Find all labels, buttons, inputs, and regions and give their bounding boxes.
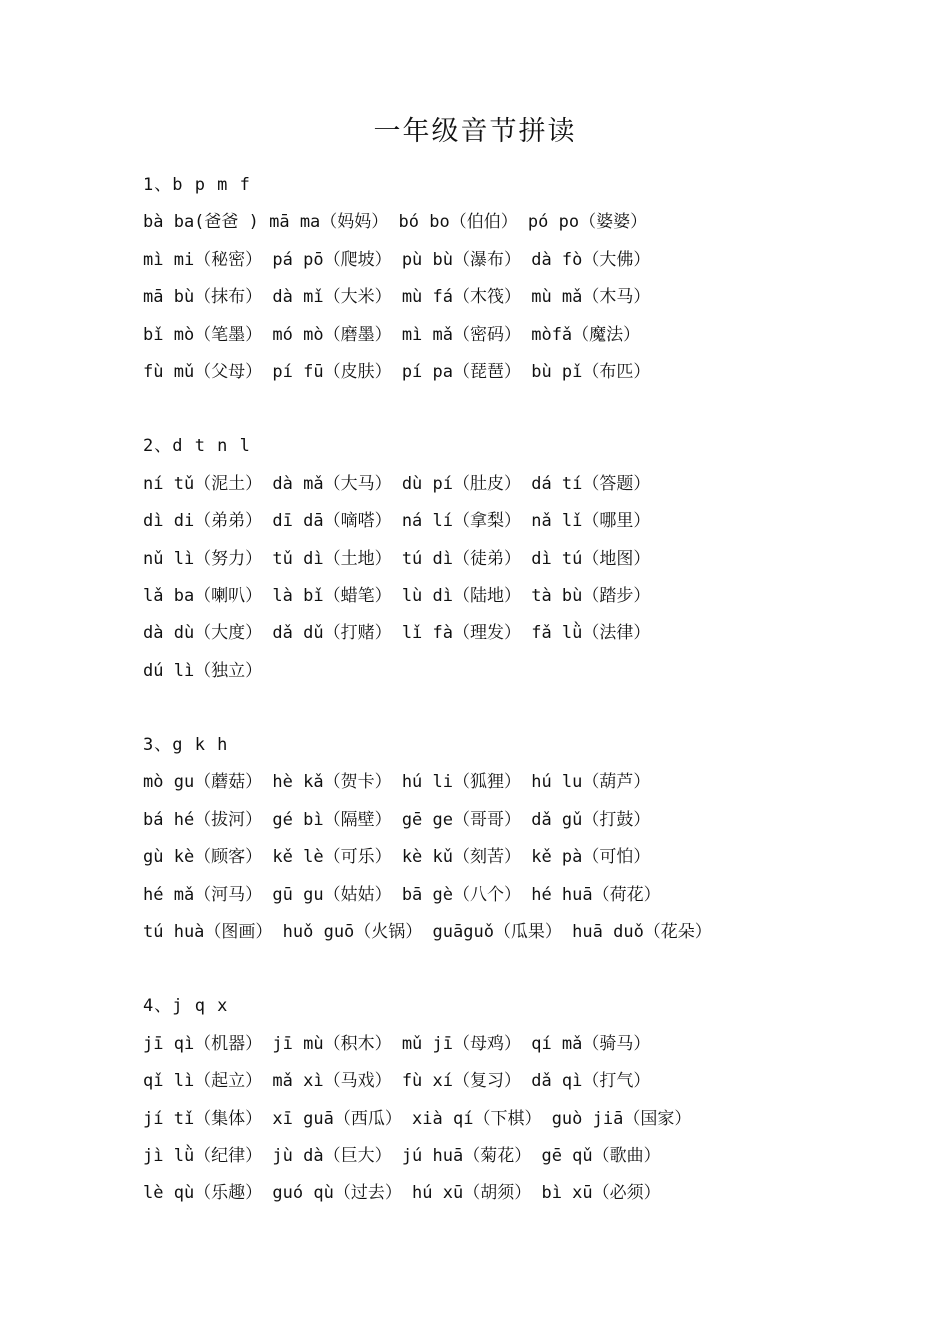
pinyin-line: jī qì（机器） jī mù（积木） mǔ jī（母鸡） qí mǎ（骑马） — [143, 1033, 651, 1054]
pinyin-line: bá hé（拔河） gé bì（隔壁） gē ge（哥哥） dǎ gǔ（打鼓） — [143, 809, 651, 830]
pinyin-line: mì mi（秘密） pá pō（爬坡） pù bù（瀑布） dà fò（大佛） — [143, 249, 651, 270]
pinyin-line: lǎ ba（喇叭） là bǐ（蜡笔） lù dì（陆地） tà bù（踏步） — [143, 585, 651, 606]
pinyin-line: fù mǔ（父母） pí fū（皮肤） pí pa（琵琶） bù pǐ（布匹） — [143, 361, 651, 382]
pinyin-line: qǐ lì（起立） mǎ xì（马戏） fù xí（复习） dǎ qì（打气） — [143, 1071, 651, 1092]
section-heading: 4、j q x — [143, 996, 229, 1017]
section-heading: 3、g k h — [143, 735, 229, 756]
pinyin-line: mā bù（抹布） dà mǐ（大米） mù fá（木筏） mù mǎ（木马） — [143, 287, 651, 308]
pinyin-line: jì lǜ（纪律） jù dà（巨大） jú huā（菊花） gē qǔ（歌曲） — [143, 1145, 661, 1166]
pinyin-line: dì di（弟弟） dī dā（嘀嗒） ná lí（拿梨） nǎ lǐ（哪里） — [143, 511, 651, 532]
pinyin-line: gù kè（顾客） kě lè（可乐） kè kǔ（刻苦） kě pà（可怕） — [143, 847, 651, 868]
pinyin-line: bà ba(爸爸 ) mā ma（妈妈） bó bo（伯伯） pó po（婆婆） — [143, 212, 648, 233]
pinyin-line: dà dù（大度） dǎ dǔ（打赌） lǐ fà（理发） fǎ lǜ（法律） — [143, 623, 651, 644]
section-jqx — [143, 988, 903, 1212]
pinyin-line: lè qù（乐趣） guó qù（过去） hú xū（胡须） bì xū（必须） — [143, 1183, 661, 1204]
pinyin-line: ní tǔ（泥土） dà mǎ（大马） dù pí（肚皮） dá tí（答题） — [143, 473, 651, 494]
pinyin-line: hé mǎ（河马） gū gu（姑姑） bā gè（八个） hé huā（荷花） — [143, 884, 661, 905]
section-heading: 2、d t n l — [143, 436, 251, 457]
page-title: 一年级音节拼读 — [373, 116, 577, 147]
section-gkh — [143, 727, 903, 951]
section-bpmf — [143, 167, 903, 391]
section-heading: 1、b p m f — [143, 175, 251, 195]
pinyin-line: bǐ mò（笔墨） mó mò（磨墨） mì mǎ（密码） mòfǎ（魔法） — [143, 324, 641, 345]
section-dtnl — [143, 428, 903, 690]
document-body — [143, 167, 903, 1250]
pinyin-line: jí tǐ（集体） xī guā（西瓜） xià qí（下棋） guò jiā（国家） — [143, 1108, 692, 1129]
pinyin-line: mò gu（蘑菇） hè kǎ（贺卡） hú li（狐狸） hú lu（葫芦） — [143, 772, 651, 793]
pinyin-line: dú lì（独立） — [143, 660, 263, 681]
pinyin-line: nǔ lì（努力） tǔ dì（土地） tú dì（徒弟） dì tú（地图） — [143, 548, 651, 569]
pinyin-line: tú huà（图画） huǒ guō（火锅） guāguǒ（瓜果） huā duǒ（花朵） — [143, 922, 712, 943]
